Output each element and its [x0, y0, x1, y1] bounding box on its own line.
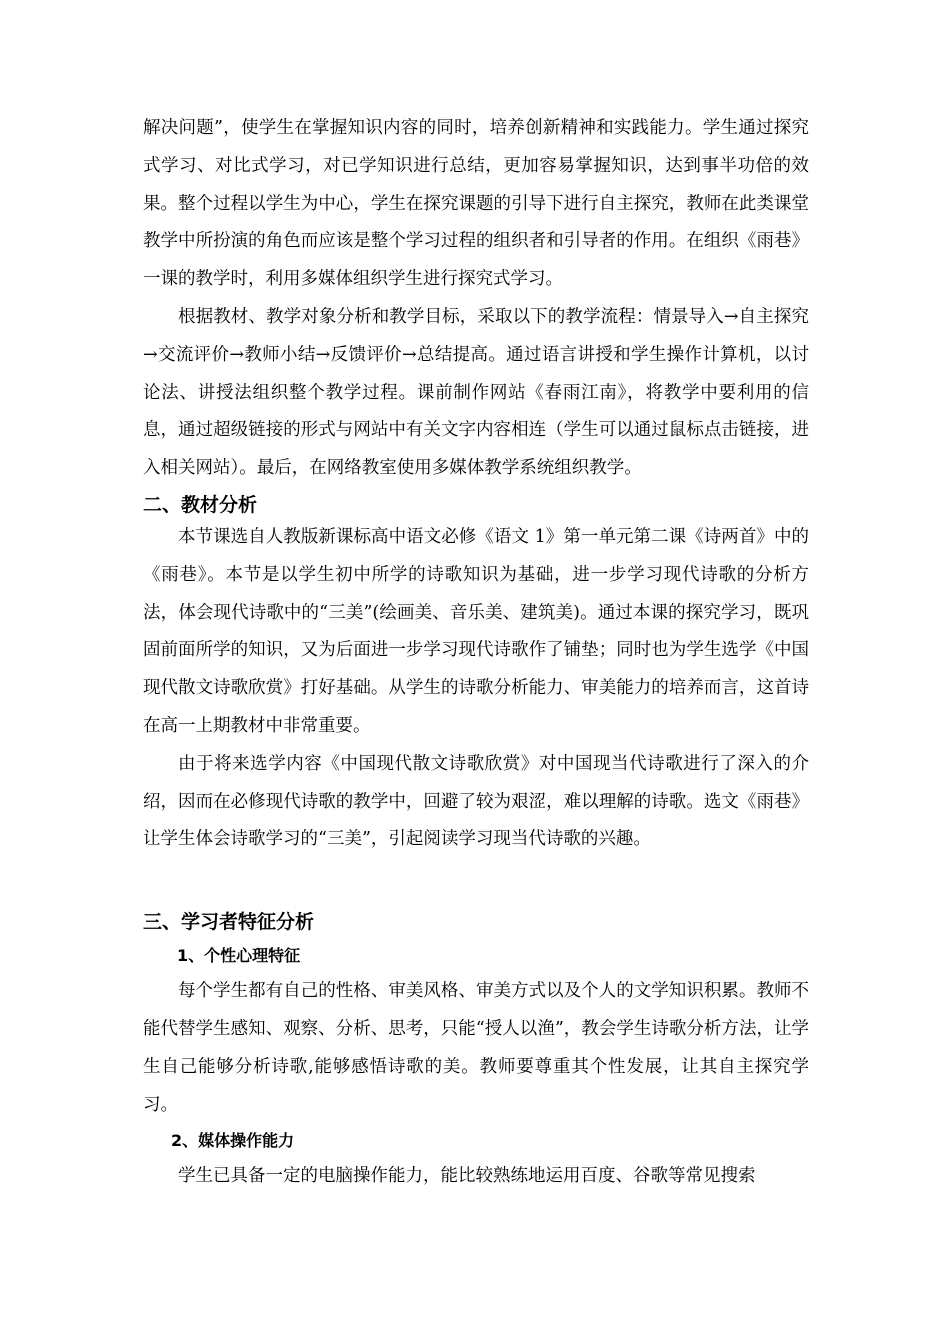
section-heading-learner-analysis: 三、学习者特征分析 — [143, 911, 315, 934]
paragraph-teaching-flow: 根据教材、教学对象分析和教学目标，采取以下的教学流程：情景导入→自主探究→交流评价→教师小结→反馈评价→总结提高。通过语言讲授和学生操作计算机，以讨论法、讲授法组织整个教学过程。课前制作网站《春雨江南》，将教学中要利用的信息，通过超级链接的形式与网站中有关文字内容相连（学生可以通过鼠标点击链接，进入相关网站）。最后，在网络教室使用多媒体教学系统组织教学。 — [143, 306, 809, 479]
document-page — [143, 110, 809, 1196]
section-spacer — [143, 859, 809, 905]
subheading-media-ability: 2、媒体操作能力 — [171, 1131, 295, 1151]
subheading-personality: 1、个性心理特征 — [177, 946, 301, 966]
paragraph-continued: 解决问题”，使学生在掌握知识内容的同时，培养创新精神和实践能力。学生通过探究式学习、对比式学习，对已学知识进行总结，更加容易掌握知识，达到事半功倍的效果。整个过程以学生为中心，学生在探究课题的引导下进行自主探究，教师在此类课堂教学中所扮演的角色而应该是整个学习过程的组织者和引导者的作用。在组织《雨巷》一课的教学时，利用多媒体组织学生进行探究式学习。 — [143, 118, 809, 290]
paragraph-media-ability: 学生已具备一定的电脑操作能力，能比较熟练地运用百度、谷歌等常见搜索 — [178, 1166, 756, 1187]
paragraph-material-1: 本节课选自人教版新课标高中语文必修《语文 1》第一单元第二课《诗两首》中的《雨巷》。本节是以学生初中所学的诗歌知识为基础，进一步学习现代诗歌的分析方法，体会现代诗歌中的“三美”(绘画美、音乐美、建筑美)。通过本课的探究学习，既巩固前面所学的知识，又为后面进一步学习现代诗歌作了铺垫；同时也为学生选学《中国现代散文诗歌欣赏》打好基础。从学生的诗歌分析能力、审美能力的培养而言，这首诗在高一上期教材中非常重要。 — [143, 526, 809, 736]
paragraph-personality: 每个学生都有自己的性格、审美风格、审美方式以及个人的文学知识积累。教师不能代替学生感知、观察、分析、思考，只能“授人以渔”，教会学生诗歌分析方法，让学生自己能够分析诗歌,能够感悟诗歌的美。教师要尊重其个性发展，让其自主探究学习。 — [143, 981, 809, 1115]
section-heading-material-analysis: 二、教材分析 — [143, 493, 258, 516]
paragraph-material-2: 由于将来选学内容《中国现代散文诗歌欣赏》对中国现当代诗歌进行了深入的介绍，因而在必修现代诗歌的教学中，回避了较为艰涩，难以理解的诗歌。选文《雨巷》让学生体会诗歌学习的“三美”，引起阅读学习现当代诗歌的兴趣。 — [143, 753, 809, 850]
